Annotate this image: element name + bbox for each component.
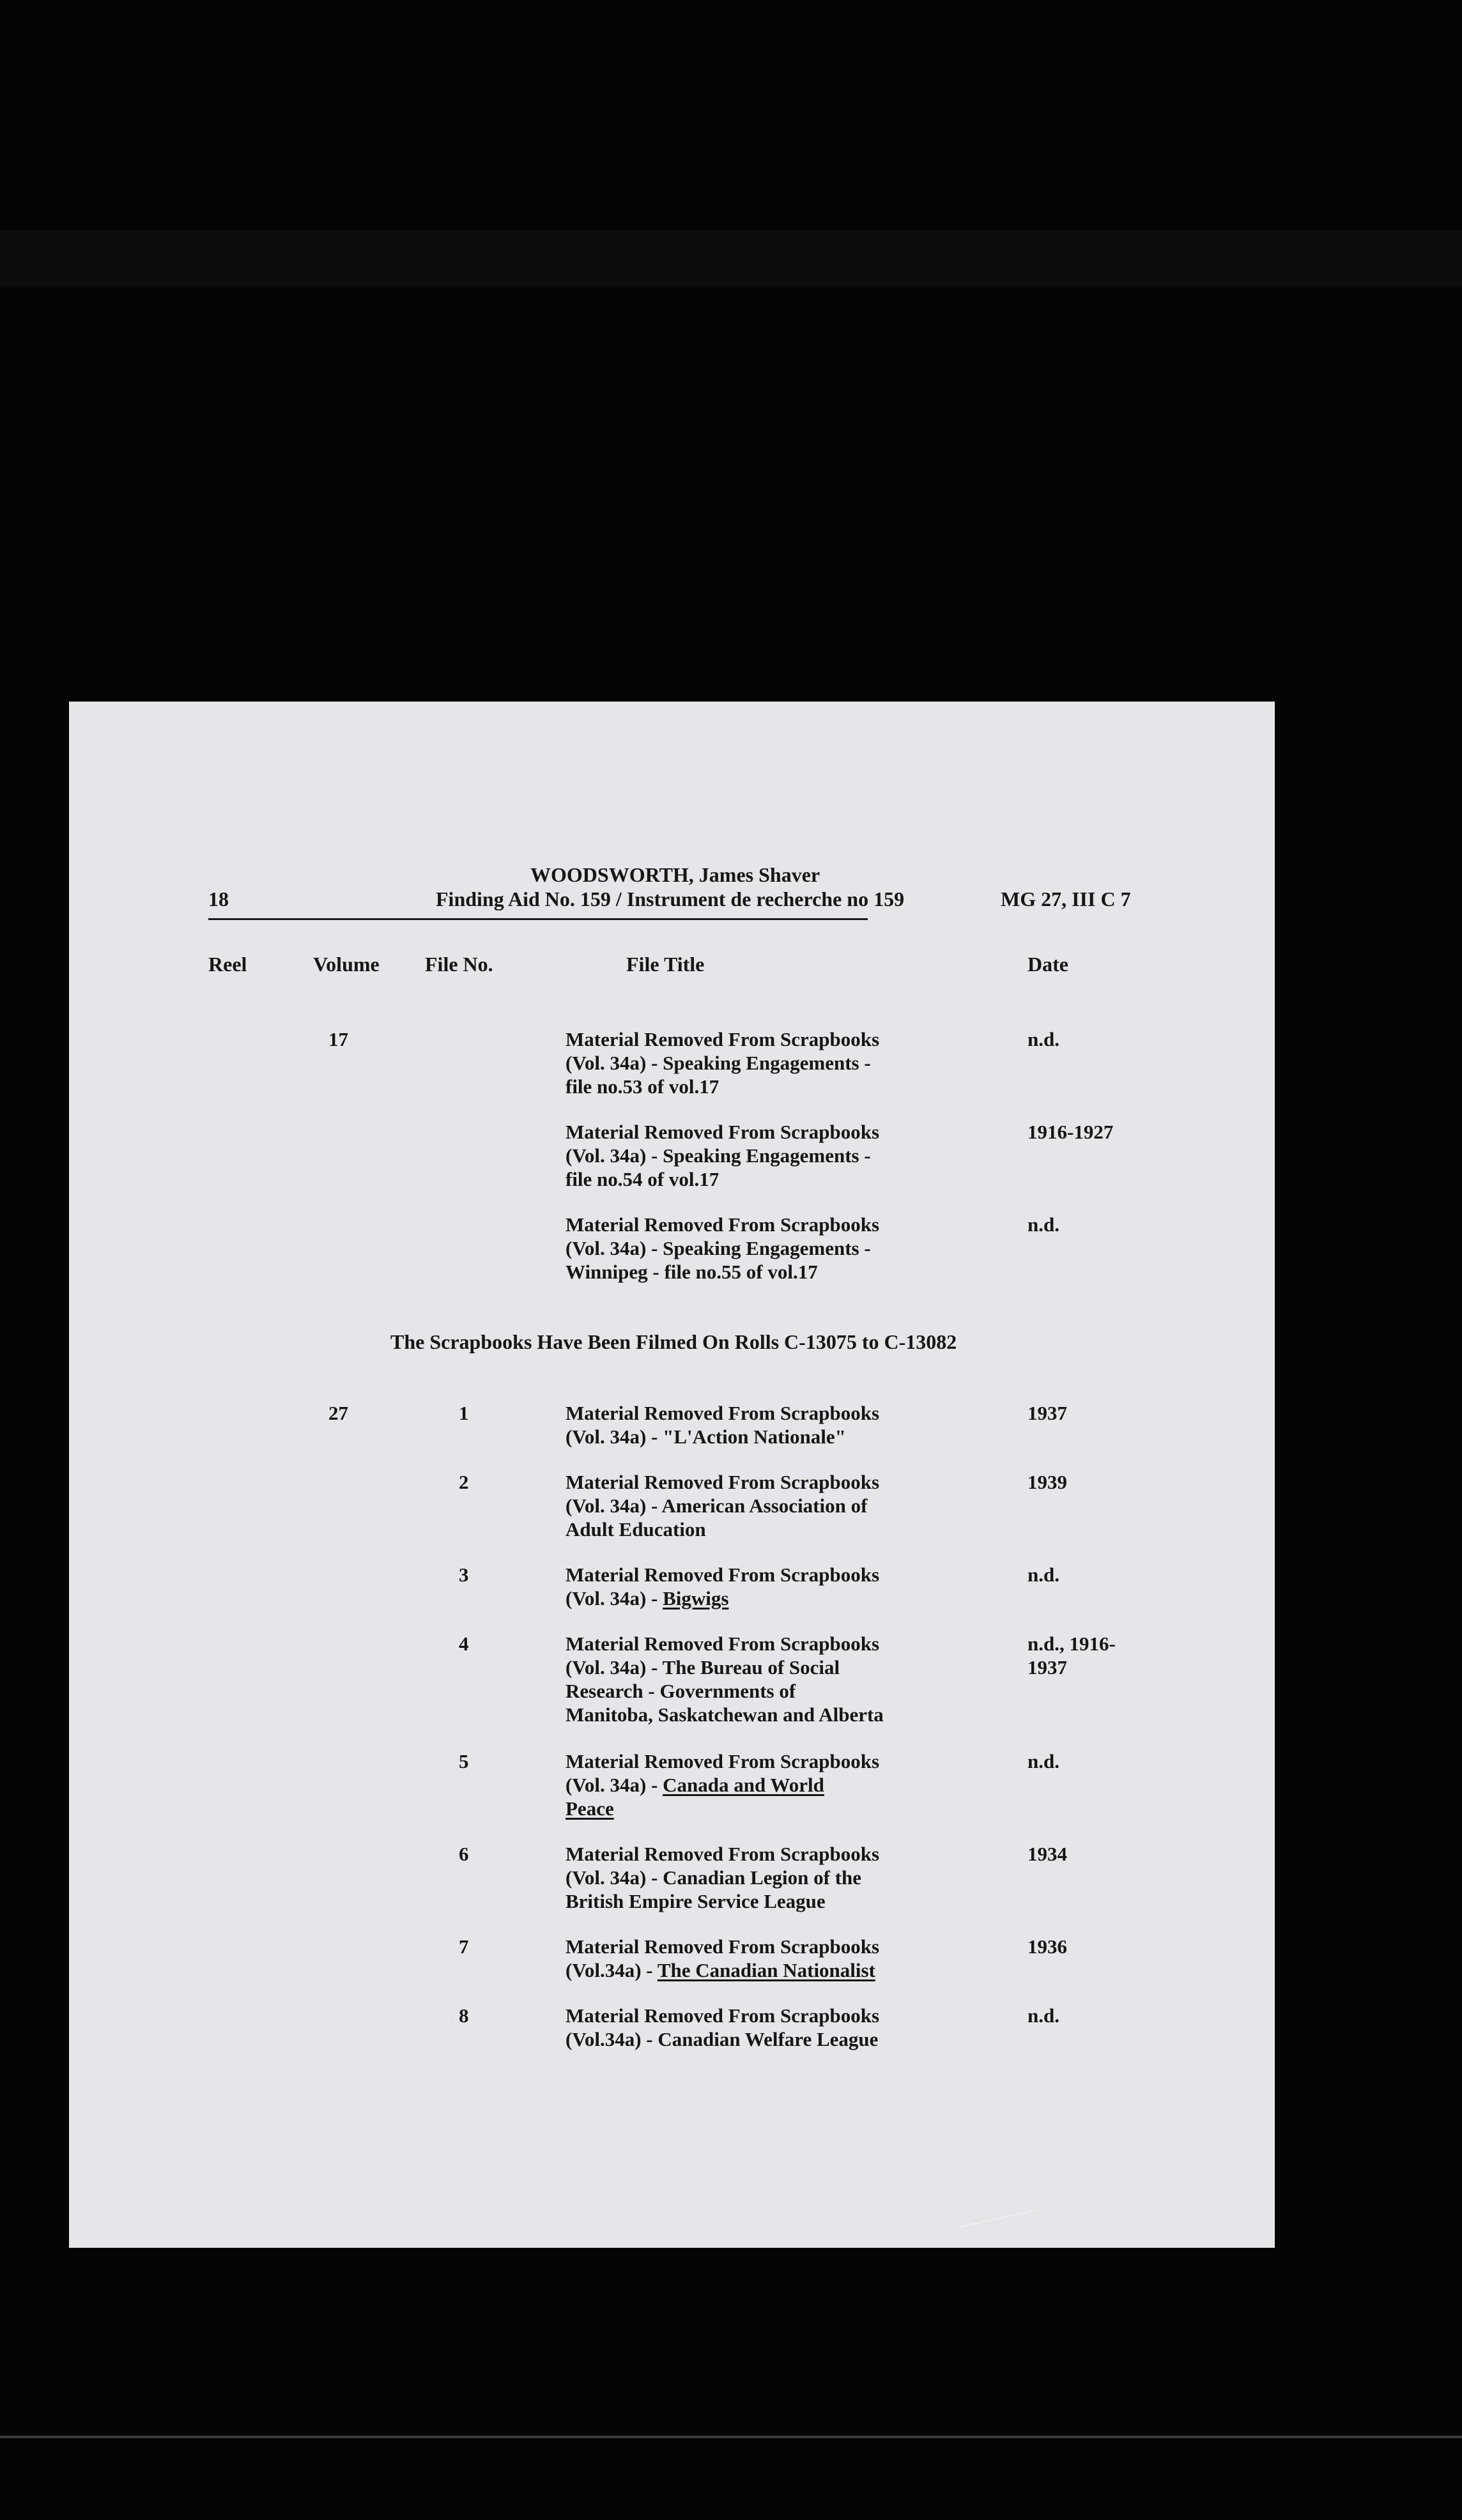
file-title [566,1120,898,1191]
title-line: (Vol. 34a) - The Bureau of Social [566,1656,840,1679]
header-rule [208,918,868,920]
title-line: Material Removed From Scrapbooks [566,1471,880,1493]
file-date: n.d. [1027,1213,1059,1236]
file-number: 1 [459,1402,469,1424]
file-title [566,2004,898,2051]
finding-aid-title: Finding Aid No. 159 / Instrument de recherche no 159 [436,887,905,910]
title-prefix: (Vol.34a) - [566,1959,658,1981]
file-number: 3 [459,1563,469,1586]
underlined-title: The Canadian Nationalist [657,1959,875,1981]
volume-number: 17 [328,1028,348,1050]
file-date: n.d. [1027,1028,1059,1050]
title-line: Material Removed From Scrapbooks [566,1750,880,1772]
title-line: (Vol. 34a) - Speaking Engagements - [566,1237,871,1259]
title-line: Research - Governments of [566,1680,796,1702]
document-page [69,702,1275,2248]
underlined-title: Bigwigs [663,1587,729,1610]
date-line: 1937 [1027,1656,1067,1679]
file-title [566,1842,898,1913]
title-line: file no.54 of vol.17 [566,1168,719,1190]
file-title [566,1563,898,1610]
title-line [566,1773,898,1797]
file-number: 4 [459,1633,469,1655]
file-number: 7 [459,1935,469,1958]
title-prefix: (Vol. 34a) - [566,1774,663,1796]
title-line: (Vol.34a) - Canadian Welfare League [566,2028,879,2050]
file-date: 1939 [1027,1471,1067,1493]
file-date: 1934 [1027,1843,1067,1865]
title-line: (Vol. 34a) - Speaking Engagements - [566,1052,871,1074]
column-header-file-no: File No. [425,953,493,976]
file-date: 1936 [1027,1935,1067,1958]
file-title [566,1749,898,1820]
title-line: file no.53 of vol.17 [566,1075,719,1098]
underlined-title: Canada and World [663,1774,824,1796]
file-title [566,1401,898,1448]
file-number: 6 [459,1843,469,1865]
title-line: Material Removed From Scrapbooks [566,1633,880,1655]
title-line: (Vol. 34a) - American Association of [566,1494,868,1517]
column-header-volume: Volume [313,953,380,976]
file-number: 2 [459,1471,469,1493]
file-number: 5 [459,1750,469,1772]
reference-code: MG 27, III C 7 [1001,887,1131,910]
title-line: Material Removed From Scrapbooks [566,1028,880,1050]
title-line: (Vol. 34a) - "L'Action Nationale" [566,1425,846,1448]
file-date: 1916-1927 [1027,1121,1114,1143]
file-title [566,1213,898,1284]
scan-scratch [955,2208,1042,2228]
filming-note: The Scrapbooks Have Been Filmed On Rolls C-13075 to C-13082 [390,1330,957,1353]
title-line: Material Removed From Scrapbooks [566,1935,880,1958]
title-line: Material Removed From Scrapbooks [566,1121,880,1143]
title-line: (Vol. 34a) - Speaking Engagements - [566,1144,871,1167]
file-number: 8 [459,2004,469,2027]
title-line [566,1958,898,1982]
title-line: Material Removed From Scrapbooks [566,1402,880,1424]
file-date: 1937 [1027,1402,1067,1424]
title-line: Winnipeg - file no.55 of vol.17 [566,1261,818,1283]
title-line: British Empire Service League [566,1890,826,1912]
file-title [566,1470,898,1541]
collection-name: WOODSWORTH, James Shaver [530,863,820,886]
title-line: Material Removed From Scrapbooks [566,1213,880,1236]
title-line [566,1587,898,1610]
column-header-file-title: File Title [626,953,705,976]
title-line: Material Removed From Scrapbooks [566,1563,880,1586]
file-date: n.d. [1027,1563,1059,1586]
title-line: Manitoba, Saskatchewan and Alberta [566,1703,884,1726]
title-line: Material Removed From Scrapbooks [566,1843,880,1865]
date-line: n.d., 1916- [1027,1633,1116,1655]
page-number: 18 [208,887,229,910]
file-date: n.d. [1027,1750,1059,1772]
scan-edge-line [0,2436,1462,2438]
underlined-title: Peace [566,1797,614,1820]
file-title [566,1632,898,1726]
title-prefix: (Vol. 34a) - [566,1587,663,1610]
title-line: Adult Education [566,1518,706,1540]
title-line: (Vol. 34a) - Canadian Legion of the [566,1866,862,1889]
column-header-reel: Reel [208,953,247,976]
title-line [566,1797,898,1820]
file-title [566,1027,898,1098]
title-line: Material Removed From Scrapbooks [566,2004,880,2027]
column-header-date: Date [1027,953,1068,976]
scan-shadow-band [0,230,1462,288]
volume-number: 27 [328,1402,348,1424]
file-title [566,1935,898,1982]
file-date [1027,1632,1116,1679]
file-date: n.d. [1027,2004,1059,2027]
